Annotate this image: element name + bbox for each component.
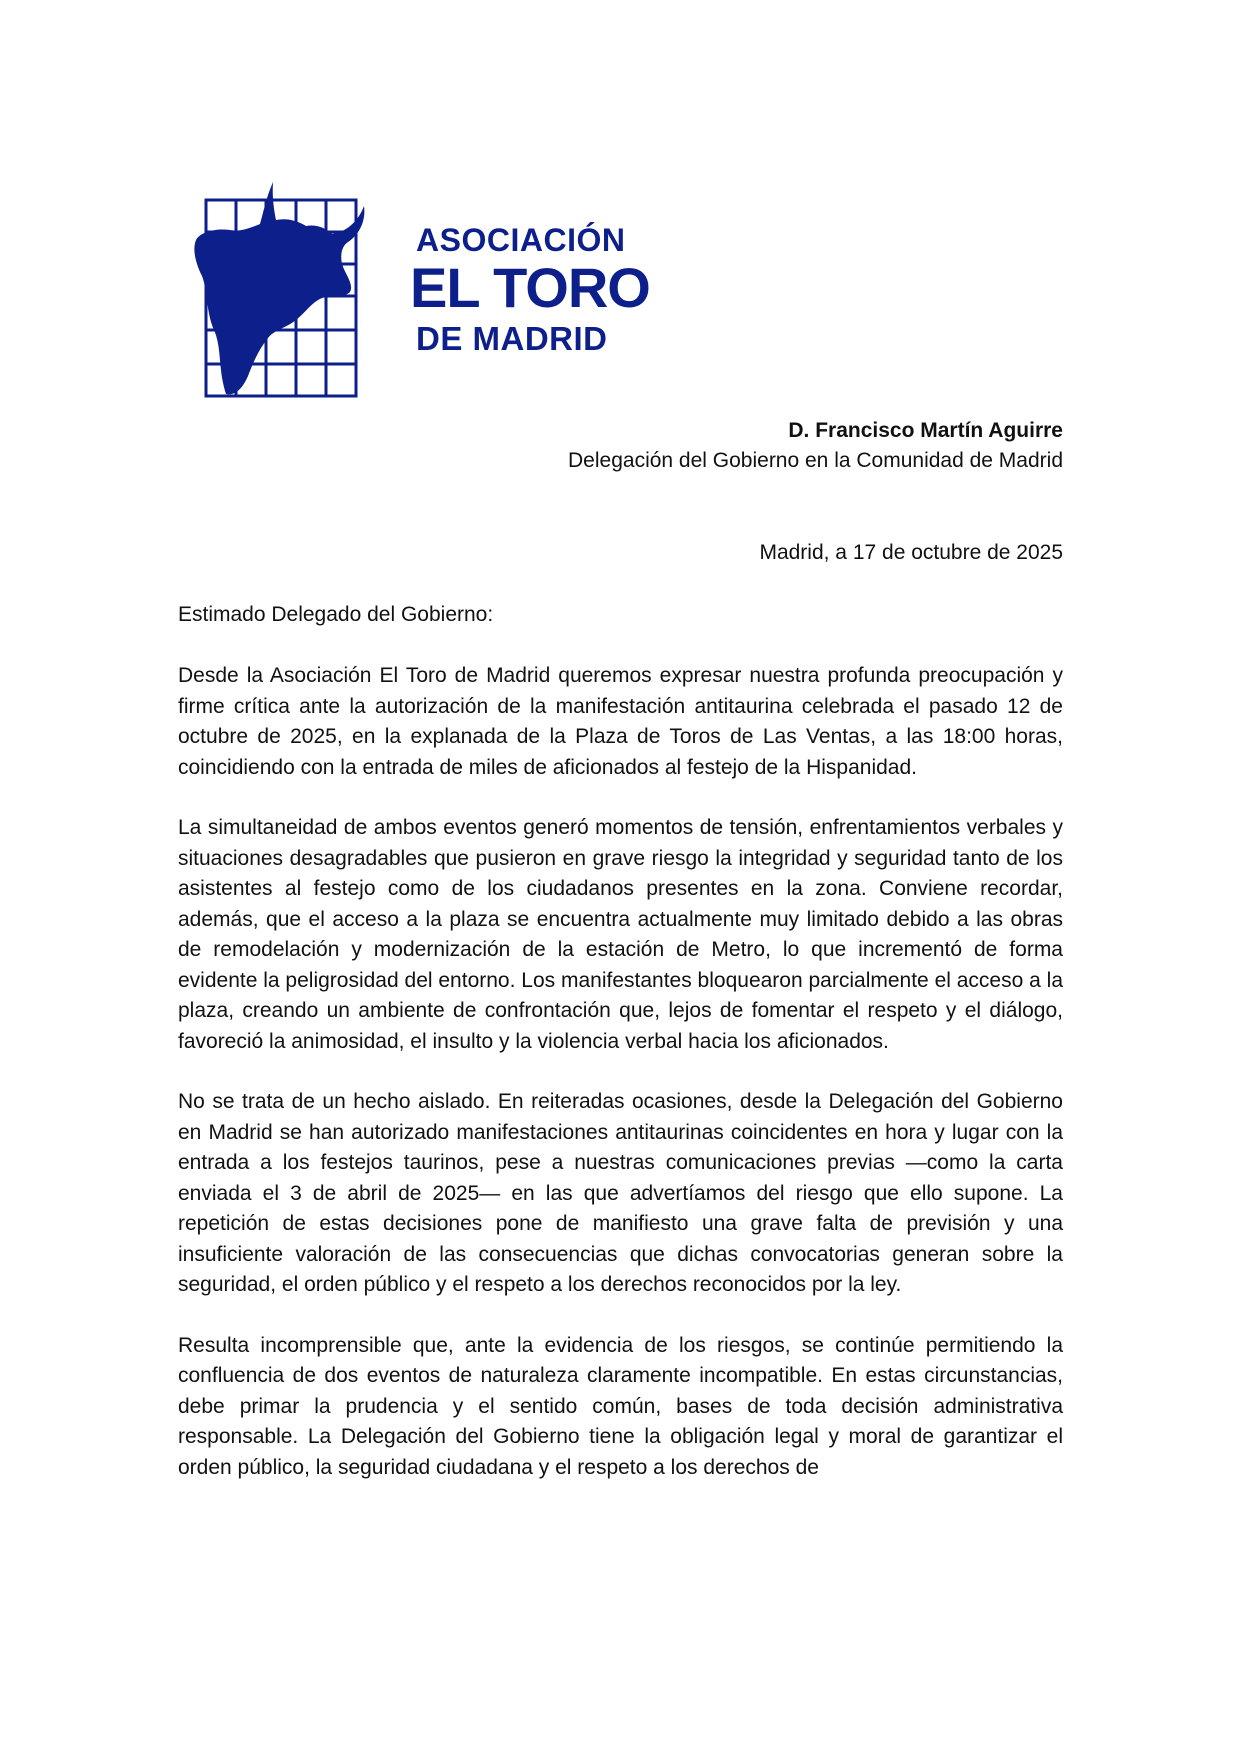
logo-line-3: DE MADRID	[416, 320, 608, 357]
letter-body	[178, 661, 1063, 1483]
body-paragraph: Resulta incomprensible que, ante la evidencia de los riesgos, se continúe permitiendo la confluencia de dos eventos de naturaleza claramente incompatible. En estas circunstancias, debe primar la prudencia y el sentido común, bases de toda decisión administrativa responsable. La Delegación del Gobierno tiene la obligación legal y moral de garantizar el orden público, la seguridad ciudadana y el respeto a los derechos de	[178, 1333, 1063, 1479]
recipient-block	[568, 416, 1063, 476]
bull-head-grid-icon	[178, 180, 378, 400]
logo-line-2: EL TORO	[410, 256, 650, 319]
logo-line-1: ASOCIACIÓN	[416, 222, 626, 258]
letter-date: Madrid, a 17 de octubre de 2025	[759, 541, 1063, 564]
salutation: Estimado Delegado del Gobierno:	[178, 603, 494, 626]
recipient-institution: Delegación del Gobierno en la Comunidad de Madrid	[568, 449, 1063, 472]
body-paragraph: No se trata de un hecho aislado. En reiteradas ocasiones, desde la Delegación del Gobierno en Madrid se han autorizado manifestaciones antitaurinas coincidentes en hora y lugar con la entrada a los festejos taurinos, pese a nuestras comunicaciones previas —como la carta enviada el 3 de abril de 2025— en las que advertíamos del riesgo que ello supone. La repetición de estas decisiones pone de manifiesto una grave falta de previsión y una insuficiente valoración de las consecuencias que dichas convocatorias generan sobre la seguridad, el orden público y el respeto a los derechos reconocidos por la ley.	[178, 1090, 1063, 1296]
body-paragraph: Desde la Asociación El Toro de Madrid queremos expresar nuestra profunda preocupación y firme crítica ante la autorización de la manifestación antitaurina celebrada el pasado 12 de octubre de 2025, en la explanada de la Plaza de Toros de Las Ventas, a las 18:00 horas, coincidiendo con la entrada de miles de aficionados al festejo de la Hispanidad.	[178, 664, 1063, 779]
association-logo	[178, 180, 648, 418]
recipient-name: D. Francisco Martín Aguirre	[788, 419, 1063, 442]
body-paragraph: La simultaneidad de ambos eventos generó momentos de tensión, enfrentamientos verbales y situaciones desagradables que pusieron en grave riesgo la integridad y seguridad tanto de los asistentes al festejo como de los ciudadanos presentes en la zona. Conviene recordar, además, que el acceso a la plaza se encuentra actualmente muy limitado debido a las obras de remodelación y modernización de la estación de Metro, lo que incrementó de forma evidente la peligrosidad del entorno. Los manifestantes bloquearon parcialmente el acceso a la plaza, creando un ambiente de confrontación que, lejos de fomentar el respeto y el diálogo, favoreció la animosidad, el insulto y la violencia verbal hacia los aficionados.	[178, 816, 1063, 1053]
